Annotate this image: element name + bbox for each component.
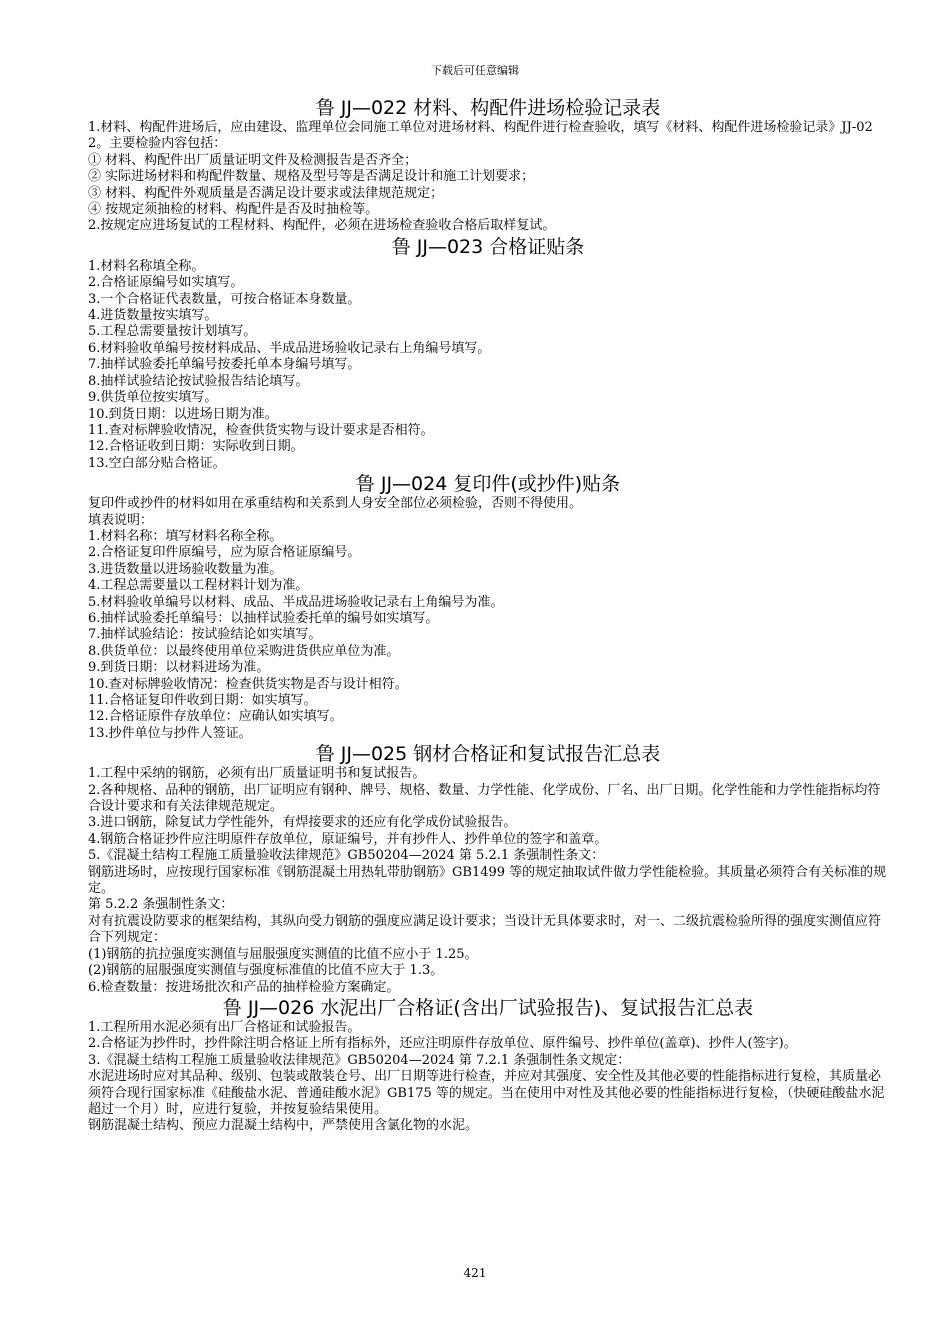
paragraph-line: 9.到货日期：以材料进场为准。: [88, 660, 270, 676]
paragraph-line: (2)钢筋的屈服强度实测值与强度标准值的比值不应大于 1.3。: [88, 963, 444, 979]
paragraph-line: 1.工程中采纳的钢筋，必须有出厂质量证明书和复试报告。: [88, 766, 426, 782]
paragraph-line: 5.《混凝土结构工程施工质量验收法律规范》GB50204—2024 第 5.2.1 条强制性条文：: [88, 848, 605, 864]
paragraph-line: 2.按规定应进场复试的工程材料、构配件，必须在进场检查验收合格后取样复试。: [88, 218, 556, 234]
section-title: 鲁 JJ—026 水泥出厂合格证(含出厂试验报告)、复试报告汇总表: [222, 996, 754, 1019]
paragraph-line: 对有抗震设防要求的框架结构，其纵向受力钢筋的强度应满足设计要求；当设计无具体要求时，对一、二级抗震检验所得的强度实测值应符合下列规定：: [88, 913, 882, 946]
paragraph-line: 7.抽样试验委托单编号按委托单本身编号填写。: [88, 357, 361, 373]
paragraph-line: 11.合格证复印件收到日期：如实填写。: [88, 693, 317, 708]
paragraph-line: 6.抽样试验委托单编号：以抽样试验委托单的编号如实填写。: [88, 610, 439, 626]
paragraph-line: ② 实际进场材料和构配件数量、规格及型号等是否满足设计和施工计划要求；: [88, 169, 535, 185]
paragraph-line: 填表说明：: [88, 512, 154, 528]
paragraph-line: 2.合格证原编号如实填写。: [88, 275, 244, 291]
paragraph-line: 7.抽样试验结论：按试验结论如实填写。: [88, 627, 322, 643]
paragraph-line: ③ 材料、构配件外观质量是否满足设计要求或法律规范规定；: [88, 185, 444, 201]
paragraph-line: 复印件或抄件的材料如用在承重结构和关系到人身安全部位必须检验，否则不得使用。: [88, 496, 583, 512]
document-section: [88, 996, 888, 1135]
paragraph-line: 3.一个合格证代表数量，可按合格证本身数量。: [88, 291, 361, 307]
paragraph-line: ① 材料、构配件出厂质量证明文件及检测报告是否齐全；: [88, 152, 418, 168]
paragraph-line: 1.材料、构配件进场后，应由建设、监理单位会同施工单位对进场材料、构配件进行检查验收，填写《材料、构配件进场检验记录》JJ-022。主要检验内容包括：: [88, 120, 873, 152]
paragraph-line: (1)钢筋的抗拉强度实测值与屈服强度实测值的比值不应小于 1.25。: [88, 946, 478, 962]
paragraph-line: 11.查对标牌验收情况，检查供货实物与设计要求是否相符。: [88, 422, 434, 438]
section-title: 鲁 JJ—025 钢材合格证和复试报告汇总表: [315, 743, 661, 766]
paragraph-line: 钢筋进场时，应按现行国家标准《钢筋混凝土用热轧带肋钢筋》GB1499 等的规定抽取试件做力学性能检验。其质量必须符合有关标准的规定。: [88, 864, 887, 897]
paragraph-line: 4.工程总需要量以工程材料计划为准。: [88, 578, 309, 594]
paragraph-line: 5.材料验收单编号以材料、成品、半成品进场验收记录右上角编号为准。: [88, 594, 504, 610]
paragraph-line: 4.进货数量按实填写。: [88, 308, 218, 324]
paragraph-line: 9.供货单位按实填写。: [88, 390, 218, 406]
paragraph-line: 10.到货日期：以进场日期为准。: [88, 406, 278, 422]
paragraph-line: 2.合格证为抄件时，抄件除注明合格证上所有指标外，还应注明原件存放单位、原件编号、抄件单位(盖章)、抄件人(签字)。: [88, 1036, 797, 1052]
paragraph-line: 3.进货数量以进场验收数量为准。: [88, 561, 283, 577]
section-title: 鲁 JJ—022 材料、构配件进场检验记录表: [315, 97, 661, 119]
paragraph-line: 3.进口钢筋，除复试力学性能外，有焊接要求的还应有化学成份试验报告。: [88, 815, 517, 831]
section-title: 鲁 JJ—024 复印件(或抄件)贴条: [355, 473, 621, 496]
document-section: [88, 235, 888, 472]
paragraph-line: 8.供货单位：以最终使用单位采购进货供应单位为准。: [88, 643, 400, 659]
paragraph-line: 10.查对标牌验收情况：检查供货实物是否与设计相符。: [88, 676, 408, 692]
paragraph-line: ④ 按规定须抽检的材料、构配件是否及时抽检等。: [88, 202, 379, 218]
paragraph-line: 3.《混凝土结构工程施工质量验收法律规范》GB50204—2024 第 7.2.1 条强制性条文规定：: [88, 1052, 631, 1068]
header-note: 下载后可任意编辑: [431, 64, 519, 77]
paragraph-line: 12.合格证收到日期：实际收到日期。: [88, 439, 304, 455]
document-section: [88, 96, 888, 235]
document-section: [88, 472, 888, 742]
paragraph-line: 2.合格证复印件原编号，应为原合格证原编号。: [88, 545, 361, 561]
document-body: [88, 96, 888, 1135]
paragraph-line: 5.工程总需要量按计划填写。: [88, 324, 257, 340]
paragraph-line: 12.合格证原件存放单位：应确认如实填写。: [88, 709, 343, 725]
paragraph-line: 水泥进场时应对其品种、级别、包装或散装仓号、出厂日期等进行检查，并应对其强度、安全性及其他必要的性能指标进行复检，其质量必须符合现行国家标准《硅酸盐水泥、普通硅酸水泥》GB175 等的规定。当在使用中对性及其他必要的性能指标进行复检，（快硬硅酸盐水泥超过一个月）时，应进行复验，并按复验结果使用。: [88, 1069, 885, 1117]
page-number: 421: [463, 1266, 487, 1280]
paragraph-line: 13.空白部分贴合格证。: [88, 455, 226, 471]
paragraph-line: 13.抄件单位与抄件人签证。: [88, 725, 252, 741]
paragraph-line: 6.检查数量：按进场批次和产品的抽样检验方案确定。: [88, 979, 400, 995]
paragraph-line: 钢筋混凝土结构、预应力混凝土结构中，严禁使用含氯化物的水泥。: [88, 1118, 479, 1134]
paragraph-line: 1.工程所用水泥必须有出厂合格证和试验报告。: [88, 1019, 361, 1035]
section-title: 鲁 JJ—023 合格证贴条: [391, 235, 585, 258]
paragraph-line: 8.抽样试验结论按试验报告结论填写。: [88, 373, 309, 389]
paragraph-line: 4.钢筋合格证抄件应注明原件存放单位，原证编号，并有抄件人、抄件单位的签字和盖章。: [88, 831, 608, 847]
paragraph-line: 1.材料名称：填写材料名称全称。: [88, 528, 283, 544]
paragraph-line: 6.材料验收单编号按材料成品、半成品进场验收记录右上角编号填写。: [88, 340, 491, 356]
document-section: [88, 742, 888, 996]
paragraph-line: 第 5.2.2 条强制性条文：: [88, 897, 234, 913]
paragraph-line: 1.材料名称填全称。: [88, 258, 205, 274]
paragraph-line: 2.各种规格、品种的钢筋，出厂证明应有钢种、牌号、规格、数量、力学性能、化学成份、厂名、出厂日期。化学性能和力学性能指标均符合设计要求和有关法律规范规定。: [88, 782, 881, 815]
